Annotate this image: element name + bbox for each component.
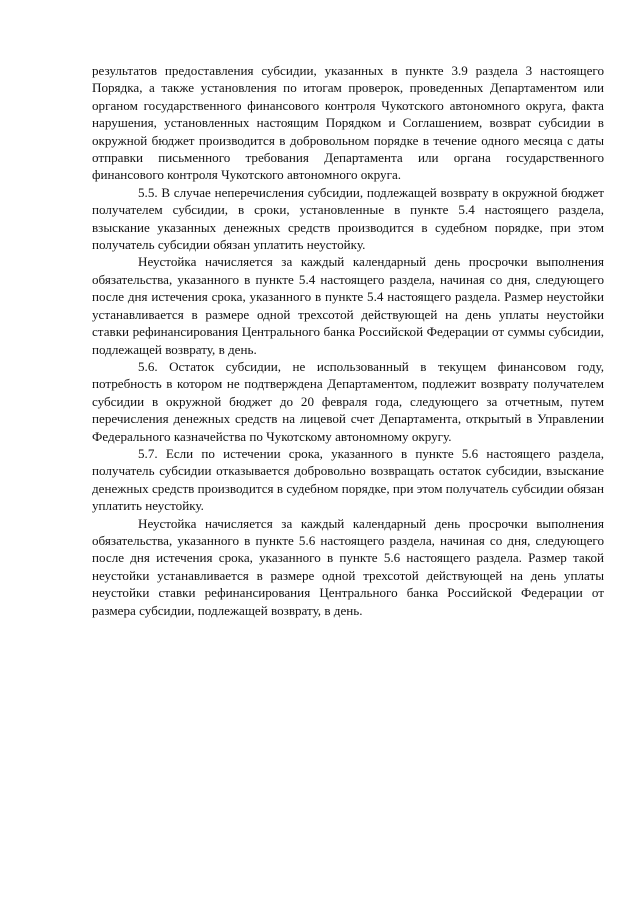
paragraph-continuation: результатов предоставления субсидии, указанных в пункте 3.9 раздела 3 настоящего Порядка, а также установления по итогам проверок, проведенных Департаментом или органом государственного финансового контроля Чукотского автономного округа, факта нарушения, установленных настоящим Порядком и Соглашением, возврат субсидии в окружной бюджет производится в добровольном порядке в течение одного месяца с даты отправки письменного требования Департамента или органа государственного финансового контроля Чукотского автономного округа. — [92, 63, 604, 183]
paragraph-5-5: 5.5. В случае неперечисления субсидии, подлежащей возврату в окружной бюджет получателем субсидии, в сроки, установленные в пункте 5.4 настоящего раздела, взыскание указанных денежных средств производится в судебном порядке, при этом получатель субсидии обязан уплатить неустойку. — [92, 184, 604, 253]
document-body — [92, 62, 604, 619]
paragraph-penalty-5-6: Неустойка начисляется за каждый календарный день просрочки выполнения обязательства, указанного в пункте 5.6 настоящего раздела, начиная со дня, следующего после дня истечения срока, указанного в пункте 5.6 настоящего раздела. Размер такой неустойки устанавливается в размере одной трехсотой действующей на день уплаты неустойки ставки рефинансирования Центрального банка Российской Федерации от размера субсидии, подлежащей возврату, в день. — [92, 515, 604, 618]
paragraph-5-7: 5.7. Если по истечении срока, указанного в пункте 5.6 настоящего раздела, получатель субсидии отказывается добровольно возвращать остаток субсидии, взыскание денежных средств производится в судебном порядке, при этом получатель субсидии обязан уплатить неустойку. — [92, 445, 604, 514]
paragraph-penalty-5-4: Неустойка начисляется за каждый календарный день просрочки выполнения обязательства, указанного в пункте 5.4 настоящего раздела, начиная со дня, следующего после дня истечения срока, указанного в пункте 5.4 настоящего раздела. Размер неустойки устанавливается в размере одной трехсотой действующей на день уплаты неустойки ставки рефинансирования Центрального банка Российской Федерации от суммы субсидии, подлежащей возврату, в день. — [92, 254, 604, 357]
paragraph-5-6: 5.6. Остаток субсидии, не использованный в текущем финансовом году, потребность в котором не подтверждена Департаментом, подлежит возврату получателем субсидии в окружной бюджет до 20 февраля года, следующего за отчетным, путем перечисления денежных средств на лицевой счет Департамента, открытый в Управлении Федерального казначейства по Чукотскому автономному округу. — [92, 358, 604, 444]
